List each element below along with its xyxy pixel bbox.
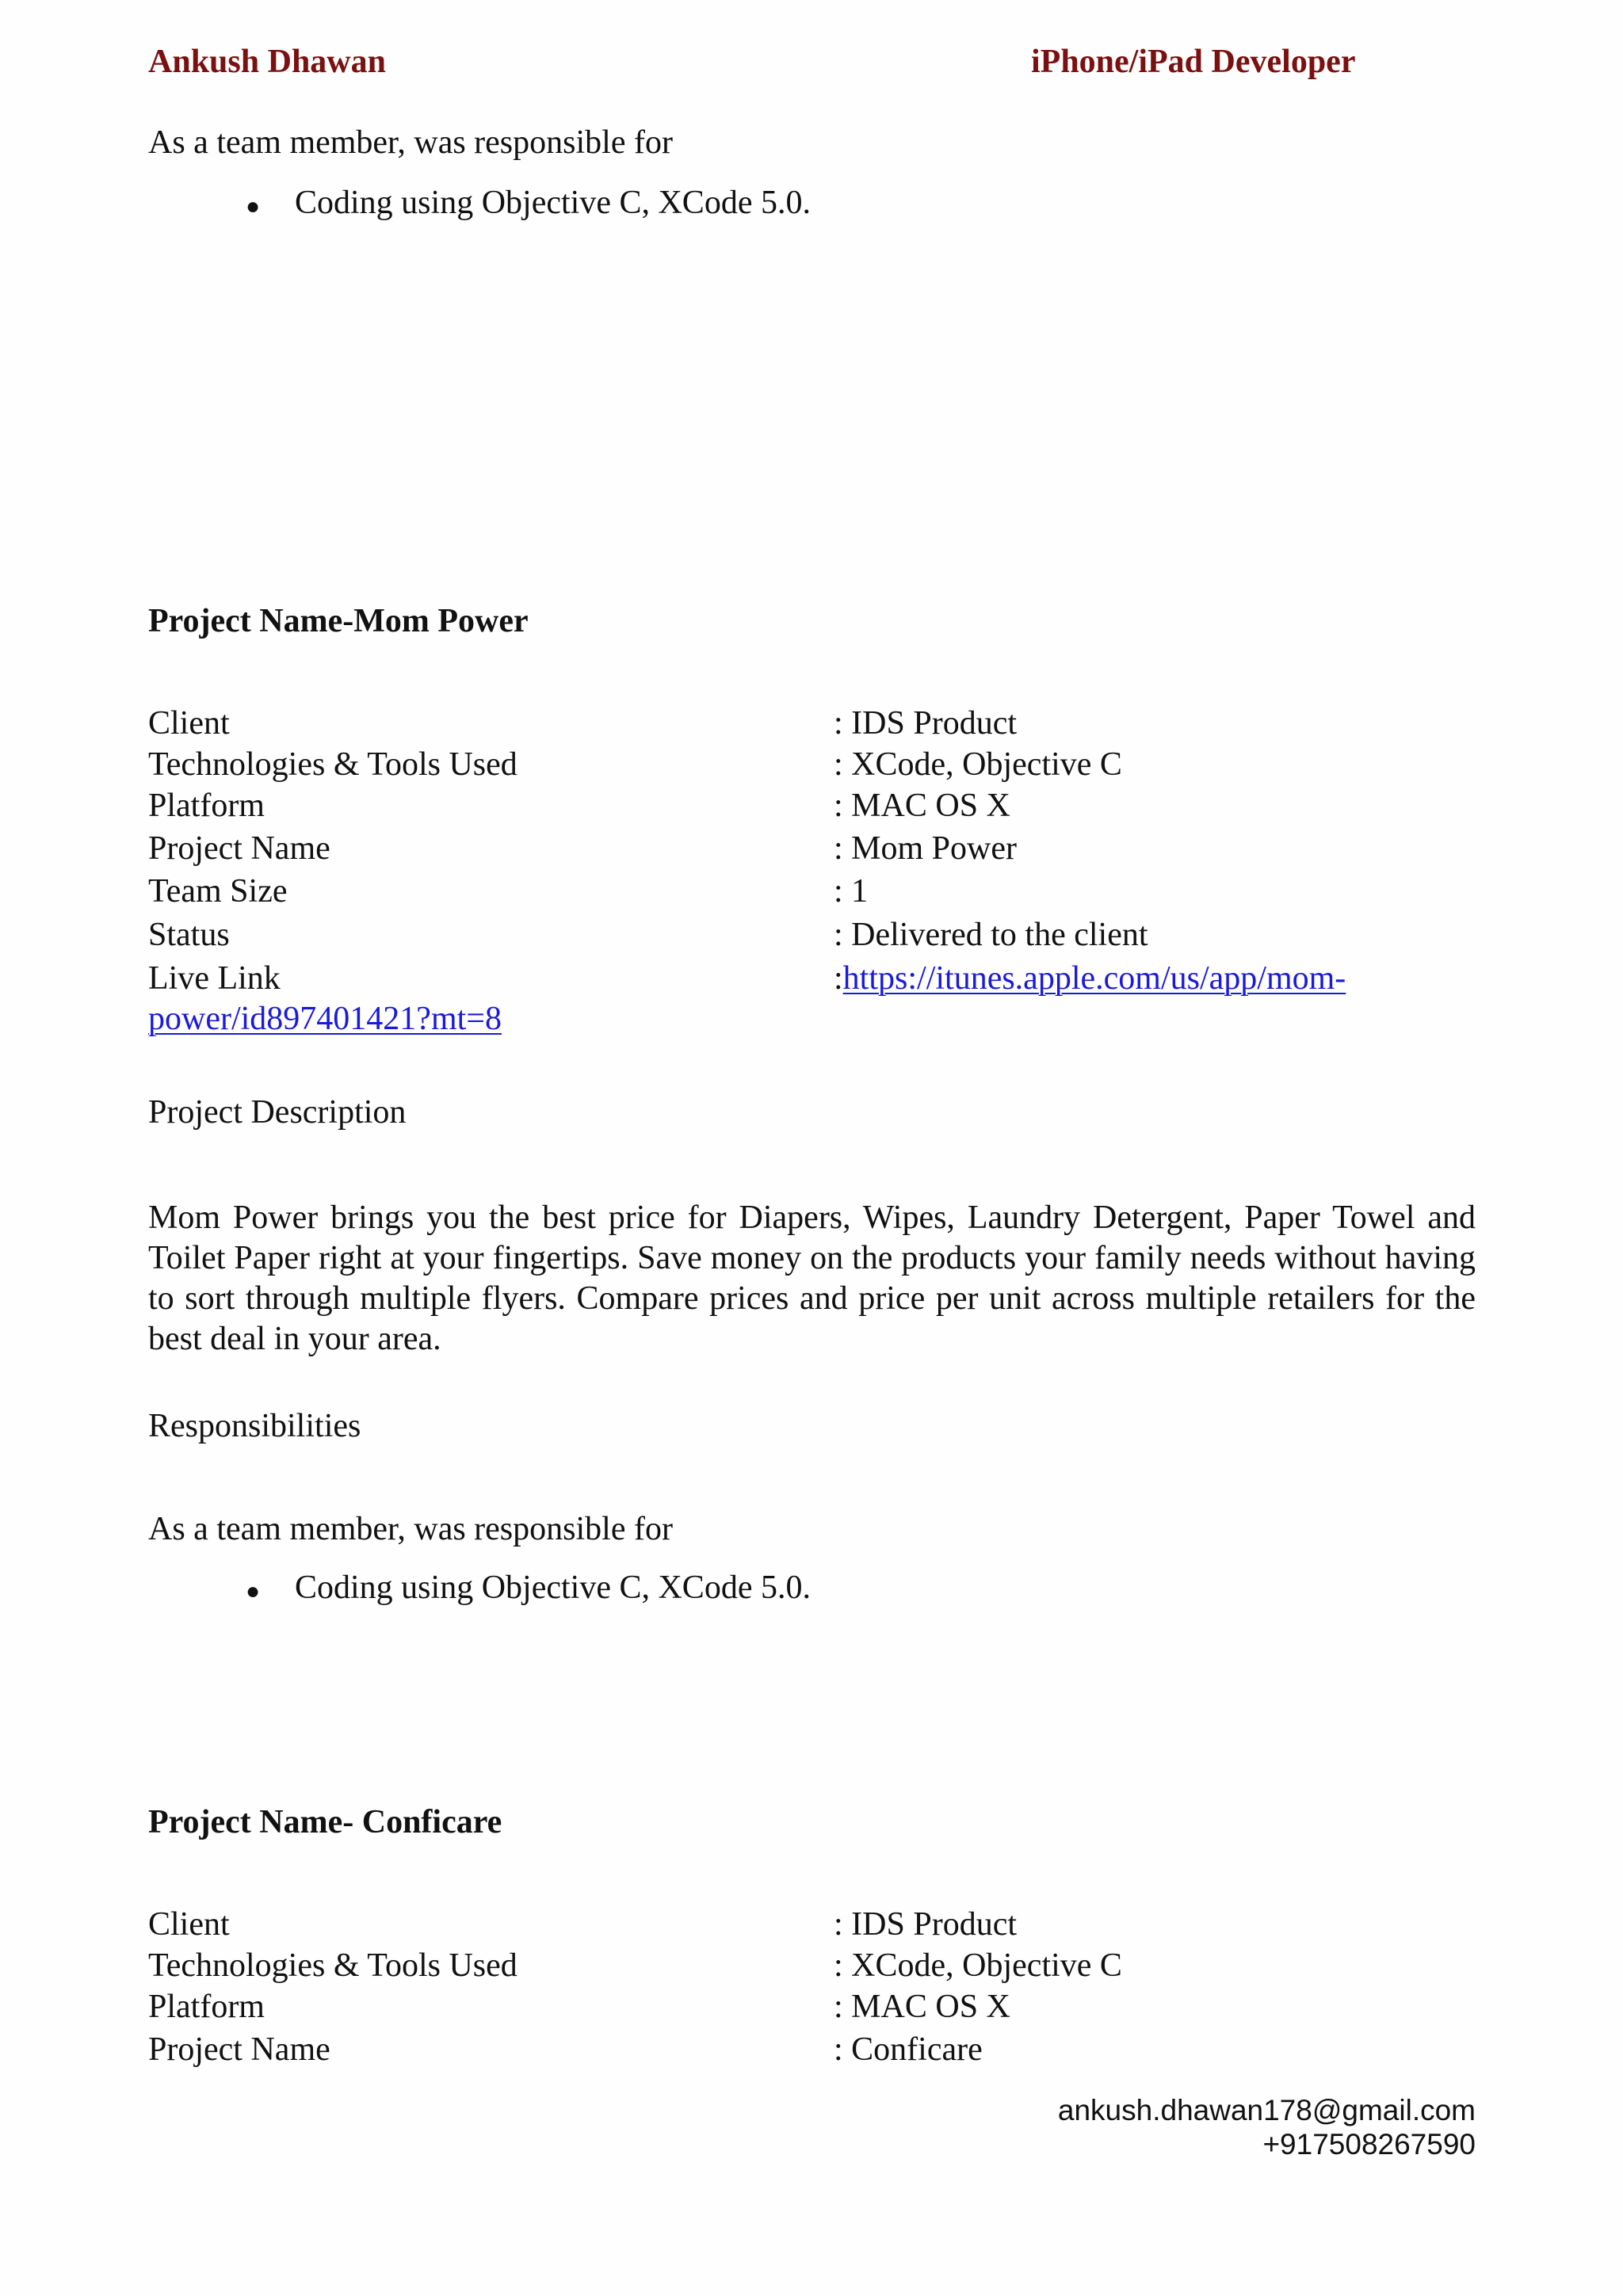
bullet-item: Coding using Objective C, XCode 5.0. [295, 185, 811, 221]
project-description: Mom Power brings you the best price for Diapers, Wipes, Laundry Detergent, Paper Towel and Toilet Paper right at your fingertips. Save money on the products your family needs without having to sort through multiple flyers. Compare prices and price per unit across multiple retailers for the best deal in your area. [148, 1199, 1476, 1357]
footer-phone: +917508267590 [1262, 2128, 1476, 2161]
detail-value-team-size: : 1 [834, 873, 869, 910]
detail-value-project-name: : Mom Power [834, 830, 1017, 867]
live-link-url-part2[interactable]: power/id897401421?mt=8 [148, 1001, 502, 1037]
footer-email: ankush.dhawan178@gmail.com [1057, 2094, 1476, 2126]
project-title: Project Name-Mom Power [148, 603, 529, 639]
detail-label-client: Client [148, 705, 230, 742]
live-link-url-part1[interactable]: https://itunes.apple.com/us/app/mom- [842, 960, 1346, 997]
description-heading: Project Description [148, 1094, 407, 1131]
detail-label-technologies: Technologies & Tools Used [148, 1947, 517, 1984]
detail-label-client: Client [148, 1906, 230, 1943]
detail-label-project-name: Project Name [148, 2031, 330, 2068]
detail-label-status: Status [148, 917, 230, 953]
live-link-prefix: : [834, 960, 843, 997]
live-link-continuation [148, 1000, 502, 1038]
detail-label-team-size: Team Size [148, 873, 288, 910]
detail-value-platform: : MAC OS X [834, 788, 1010, 824]
bullet-dot-icon: ● [246, 193, 261, 219]
detail-value-client: : IDS Product [834, 705, 1017, 742]
detail-value-client: : IDS Product [834, 1906, 1017, 1943]
responsibility-intro: As a team member, was responsible for [148, 1511, 673, 1547]
responsibility-intro: As a team member, was responsible for [148, 124, 673, 161]
detail-value-technologies: : XCode, Objective C [834, 1947, 1122, 1984]
responsibilities-heading: Responsibilities [148, 1408, 361, 1444]
bullet-item: Coding using Objective C, XCode 5.0. [295, 1569, 811, 1606]
detail-value-platform: : MAC OS X [834, 1989, 1010, 2025]
resume-name: Ankush Dhawan [148, 44, 386, 80]
detail-label-technologies: Technologies & Tools Used [148, 746, 517, 783]
project-title: Project Name- Conficare [148, 1804, 502, 1840]
resume-role: iPhone/iPad Developer [1031, 44, 1356, 80]
detail-value-technologies: : XCode, Objective C [834, 746, 1122, 783]
detail-label-live-link: Live Link [148, 960, 281, 997]
live-link-line [834, 959, 1346, 997]
detail-label-platform: Platform [148, 788, 265, 824]
detail-value-project-name: : Conficare [834, 2031, 983, 2068]
detail-label-project-name: Project Name [148, 830, 330, 867]
detail-label-platform: Platform [148, 1989, 265, 2025]
detail-value-status: : Delivered to the client [834, 917, 1148, 953]
bullet-dot-icon: ● [246, 1578, 261, 1604]
